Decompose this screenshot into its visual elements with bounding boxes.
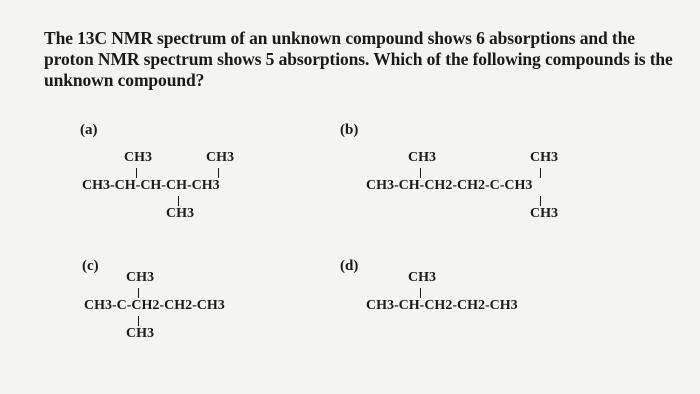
- option-b-bond-2: [540, 168, 541, 178]
- option-a-main-chain: CH3-CH-CH-CH-CH3: [82, 178, 220, 193]
- option-a-top-substituent-2: CH3: [206, 150, 234, 165]
- option-a-bond-3: [178, 196, 179, 206]
- option-c-main-chain: CH3-C-CH2-CH2-CH3: [84, 298, 225, 313]
- option-b-label: (b): [340, 122, 359, 138]
- option-b-bond-3: [540, 196, 541, 206]
- option-c-label: (c): [82, 258, 99, 274]
- option-d-main-chain: CH3-CH-CH2-CH2-CH3: [366, 298, 518, 313]
- option-d-label: (d): [340, 258, 359, 274]
- option-c-bond-1: [138, 288, 139, 298]
- option-b-main-chain: CH3-CH-CH2-CH2-C-CH3: [366, 178, 533, 193]
- option-b-bottom-substituent: CH3: [530, 206, 558, 221]
- option-a-label: (a): [80, 122, 98, 138]
- option-a-bond-2: [218, 168, 219, 178]
- option-a-bond-1: [136, 168, 137, 178]
- option-a-top-substituent-1: CH3: [124, 150, 152, 165]
- question-line-1: The 13C NMR spectrum of an unknown compound shows 6 absorptions and the: [44, 28, 635, 48]
- option-b-top-substituent-2: CH3: [530, 150, 558, 165]
- question-line-3: unknown compound?: [44, 70, 205, 90]
- option-b-top-substituent-1: CH3: [408, 150, 436, 165]
- option-c-bond-2: [138, 316, 139, 326]
- option-c-top-substituent: CH3: [126, 270, 154, 285]
- option-d-bond-1: [420, 288, 421, 298]
- option-a-bottom-substituent: CH3: [166, 206, 194, 221]
- question-text: [44, 28, 674, 91]
- question-line-2: proton NMR spectrum shows 5 absorptions. Which of the following compounds is the: [44, 49, 673, 69]
- option-b-bond-1: [420, 168, 421, 178]
- option-d-top-substituent: CH3: [408, 270, 436, 285]
- option-c-bottom-substituent: CH3: [126, 326, 154, 341]
